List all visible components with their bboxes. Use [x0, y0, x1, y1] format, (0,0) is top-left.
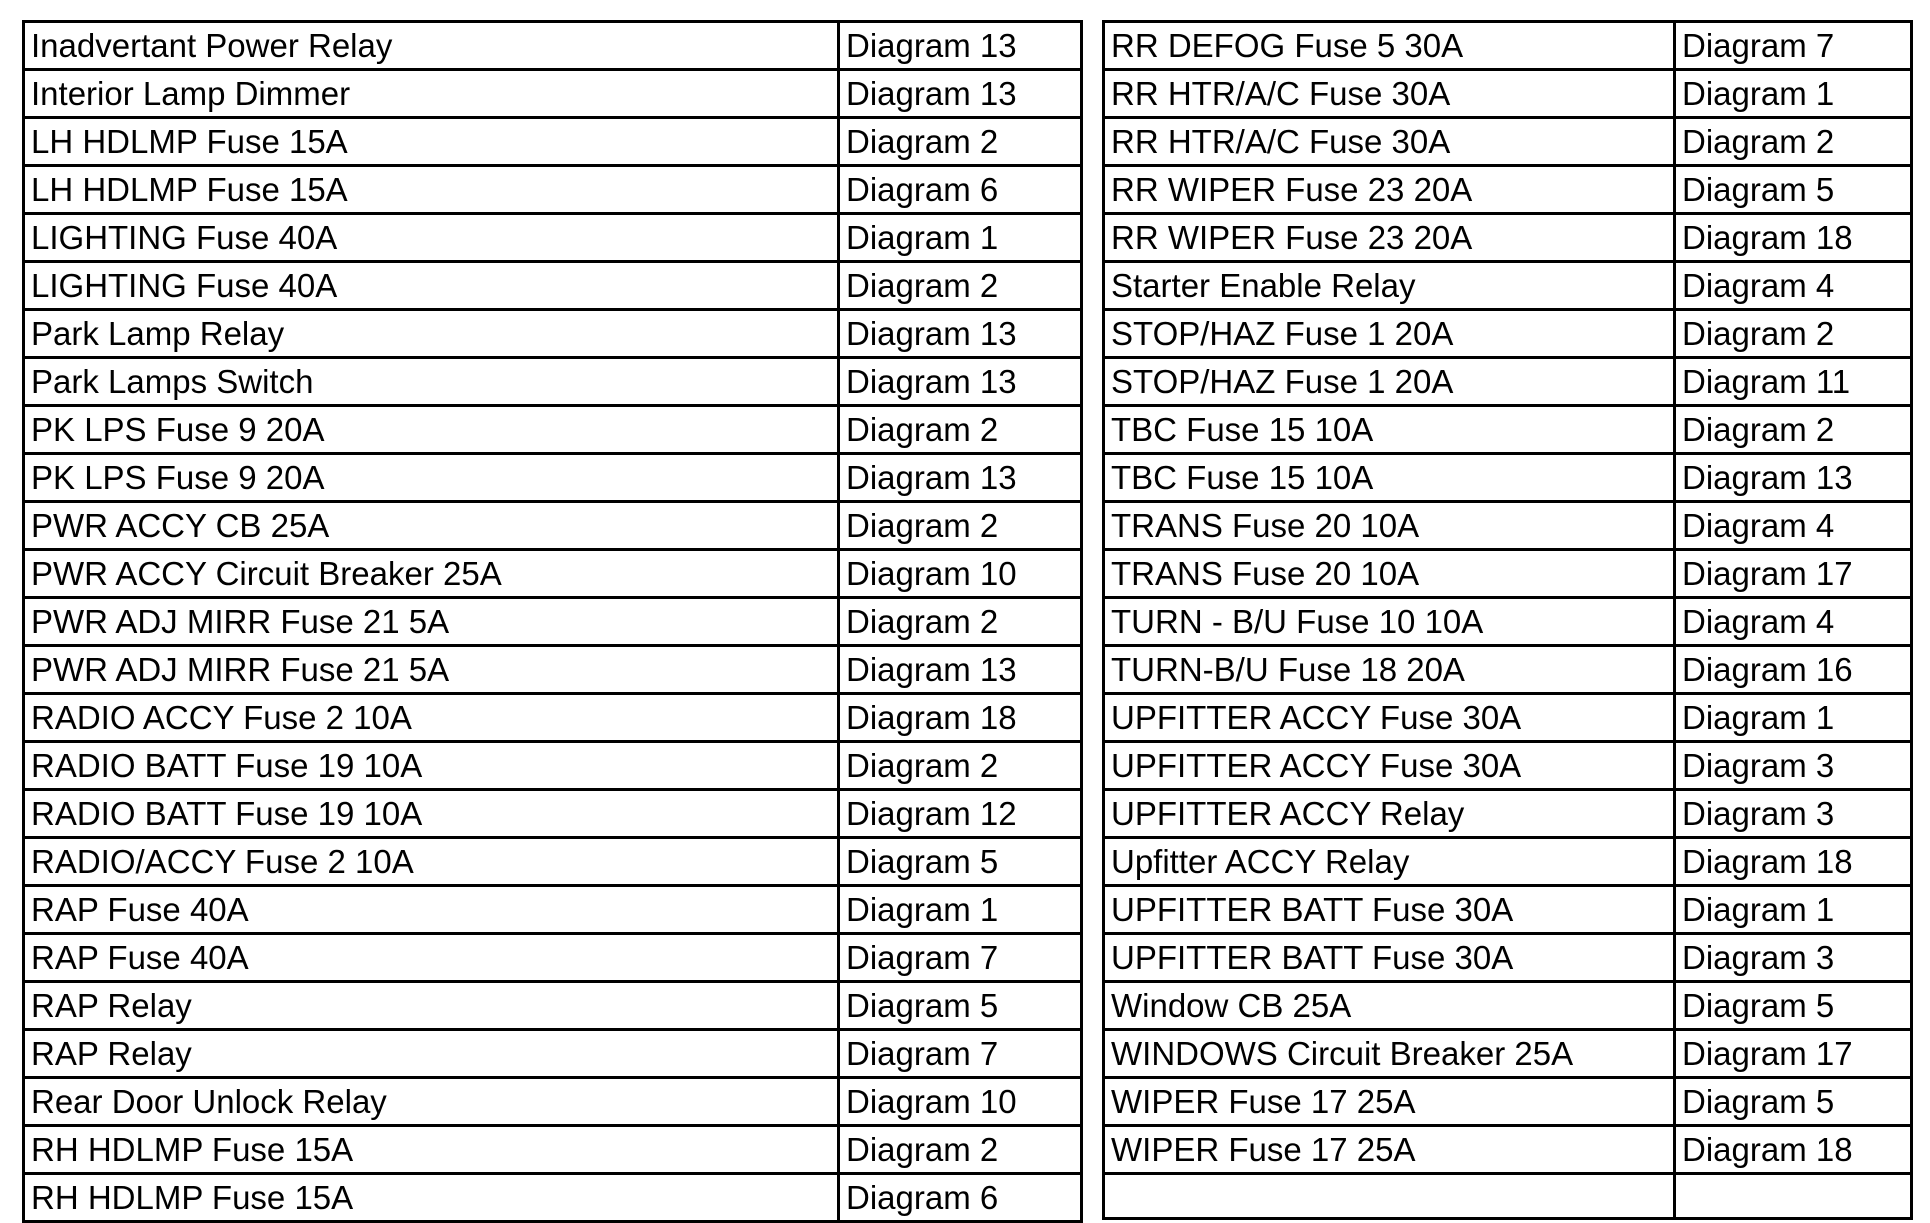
- diagram-reference-cell: Diagram 1: [1675, 694, 1912, 742]
- diagram-reference-cell: Diagram 2: [1675, 406, 1912, 454]
- table-row: [1104, 166, 1912, 214]
- table-row: [24, 1174, 1082, 1222]
- component-name-cell: RR DEFOG Fuse 5 30A: [1104, 22, 1675, 70]
- diagram-reference-cell: Diagram 5: [839, 982, 1082, 1030]
- diagram-reference-cell: Diagram 3: [1675, 790, 1912, 838]
- diagram-reference-cell: Diagram 5: [1675, 982, 1912, 1030]
- component-name-cell: UPFITTER BATT Fuse 30A: [1104, 934, 1675, 982]
- diagram-reference-cell: Diagram 13: [839, 70, 1082, 118]
- diagram-reference-cell: Diagram 5: [1675, 166, 1912, 214]
- component-name-cell: RR WIPER Fuse 23 20A: [1104, 214, 1675, 262]
- table-row: [1104, 1126, 1912, 1174]
- component-name-cell: Window CB 25A: [1104, 982, 1675, 1030]
- component-name-cell: [1104, 1174, 1675, 1219]
- component-name-cell: RAP Fuse 40A: [24, 934, 839, 982]
- table-row: [1104, 262, 1912, 310]
- diagram-reference-cell: Diagram 17: [1675, 1030, 1912, 1078]
- table-row: [24, 934, 1082, 982]
- component-name-cell: PK LPS Fuse 9 20A: [24, 454, 839, 502]
- diagram-reference-cell: Diagram 13: [839, 646, 1082, 694]
- component-name-cell: WINDOWS Circuit Breaker 25A: [1104, 1030, 1675, 1078]
- component-name-cell: RADIO BATT Fuse 19 10A: [24, 742, 839, 790]
- component-name-cell: WIPER Fuse 17 25A: [1104, 1126, 1675, 1174]
- diagram-reference-cell: Diagram 4: [1675, 502, 1912, 550]
- diagram-reference-cell: Diagram 18: [1675, 214, 1912, 262]
- table-row: [1104, 790, 1912, 838]
- component-name-cell: TBC Fuse 15 10A: [1104, 454, 1675, 502]
- component-name-cell: PK LPS Fuse 9 20A: [24, 406, 839, 454]
- diagram-reference-cell: Diagram 13: [839, 310, 1082, 358]
- table-row: [24, 214, 1082, 262]
- component-name-cell: TBC Fuse 15 10A: [1104, 406, 1675, 454]
- component-name-cell: RAP Fuse 40A: [24, 886, 839, 934]
- component-name-cell: WIPER Fuse 17 25A: [1104, 1078, 1675, 1126]
- diagram-reference-cell: Diagram 10: [839, 1078, 1082, 1126]
- table-row: [24, 358, 1082, 406]
- component-name-cell: PWR ADJ MIRR Fuse 21 5A: [24, 598, 839, 646]
- component-name-cell: RADIO BATT Fuse 19 10A: [24, 790, 839, 838]
- diagram-reference-cell: Diagram 2: [839, 598, 1082, 646]
- diagram-reference-cell: Diagram 18: [1675, 838, 1912, 886]
- table-body-left: [24, 22, 1082, 1222]
- table-row: [1104, 358, 1912, 406]
- table-row: [24, 406, 1082, 454]
- diagram-reference-cell: Diagram 2: [839, 1126, 1082, 1174]
- diagram-reference-cell: Diagram 3: [1675, 934, 1912, 982]
- diagram-reference-cell: Diagram 4: [1675, 262, 1912, 310]
- diagram-reference-cell: Diagram 17: [1675, 550, 1912, 598]
- diagram-reference-cell: Diagram 2: [839, 742, 1082, 790]
- table-row: [24, 694, 1082, 742]
- diagram-reference-cell: Diagram 2: [839, 118, 1082, 166]
- table-row: [1104, 118, 1912, 166]
- component-index-table-left: [22, 20, 1083, 1223]
- diagram-reference-cell: Diagram 7: [839, 1030, 1082, 1078]
- table-row: [24, 118, 1082, 166]
- component-name-cell: RH HDLMP Fuse 15A: [24, 1126, 839, 1174]
- diagram-reference-cell: Diagram 6: [839, 1174, 1082, 1222]
- component-name-cell: UPFITTER BATT Fuse 30A: [1104, 886, 1675, 934]
- table-row: [1104, 550, 1912, 598]
- table-row: [1104, 598, 1912, 646]
- component-name-cell: UPFITTER ACCY Fuse 30A: [1104, 742, 1675, 790]
- table-row: [1104, 22, 1912, 70]
- component-name-cell: STOP/HAZ Fuse 1 20A: [1104, 358, 1675, 406]
- table-row: [1104, 406, 1912, 454]
- table-row: [24, 886, 1082, 934]
- diagram-reference-cell: Diagram 13: [1675, 454, 1912, 502]
- table-row: [1104, 214, 1912, 262]
- diagram-reference-cell: Diagram 2: [839, 406, 1082, 454]
- table-row: [24, 262, 1082, 310]
- table-row: [24, 70, 1082, 118]
- component-name-cell: Park Lamp Relay: [24, 310, 839, 358]
- table-row: [24, 646, 1082, 694]
- diagram-reference-cell: Diagram 12: [839, 790, 1082, 838]
- diagram-reference-cell: Diagram 1: [1675, 70, 1912, 118]
- diagram-reference-cell: Diagram 7: [839, 934, 1082, 982]
- diagram-reference-cell: Diagram 2: [839, 262, 1082, 310]
- diagram-reference-cell: Diagram 1: [839, 214, 1082, 262]
- table-row: [24, 22, 1082, 70]
- component-name-cell: LH HDLMP Fuse 15A: [24, 166, 839, 214]
- component-name-cell: TRANS Fuse 20 10A: [1104, 502, 1675, 550]
- diagram-reference-cell: Diagram 2: [1675, 310, 1912, 358]
- table-row: [24, 550, 1082, 598]
- component-name-cell: LIGHTING Fuse 40A: [24, 262, 839, 310]
- diagram-reference-cell: Diagram 7: [1675, 22, 1912, 70]
- table-row: [1104, 502, 1912, 550]
- component-name-cell: Rear Door Unlock Relay: [24, 1078, 839, 1126]
- table-row: [24, 838, 1082, 886]
- table-row: [1104, 1078, 1912, 1126]
- component-name-cell: TURN - B/U Fuse 10 10A: [1104, 598, 1675, 646]
- diagram-reference-cell: Diagram 1: [839, 886, 1082, 934]
- diagram-reference-cell: Diagram 11: [1675, 358, 1912, 406]
- diagram-reference-cell: Diagram 3: [1675, 742, 1912, 790]
- diagram-reference-cell: Diagram 10: [839, 550, 1082, 598]
- table-row: [24, 742, 1082, 790]
- component-name-cell: UPFITTER ACCY Relay: [1104, 790, 1675, 838]
- component-name-cell: Inadvertant Power Relay: [24, 22, 839, 70]
- component-name-cell: LH HDLMP Fuse 15A: [24, 118, 839, 166]
- diagram-reference-cell: [1675, 1174, 1912, 1219]
- component-name-cell: Upfitter ACCY Relay: [1104, 838, 1675, 886]
- diagram-reference-cell: Diagram 18: [1675, 1126, 1912, 1174]
- diagram-reference-cell: Diagram 2: [839, 502, 1082, 550]
- component-name-cell: RAP Relay: [24, 1030, 839, 1078]
- table-row: [24, 502, 1082, 550]
- table-row: [24, 1078, 1082, 1126]
- table-row: [1104, 454, 1912, 502]
- component-name-cell: PWR ADJ MIRR Fuse 21 5A: [24, 646, 839, 694]
- diagram-reference-cell: Diagram 13: [839, 358, 1082, 406]
- component-name-cell: TRANS Fuse 20 10A: [1104, 550, 1675, 598]
- component-name-cell: STOP/HAZ Fuse 1 20A: [1104, 310, 1675, 358]
- table-row: [1104, 646, 1912, 694]
- table-row: [24, 790, 1082, 838]
- diagram-reference-cell: Diagram 6: [839, 166, 1082, 214]
- table-row: [1104, 1174, 1912, 1219]
- table-row: [1104, 934, 1912, 982]
- component-name-cell: TURN-B/U Fuse 18 20A: [1104, 646, 1675, 694]
- table-row: [24, 982, 1082, 1030]
- table-row: [1104, 982, 1912, 1030]
- table-row: [1104, 70, 1912, 118]
- diagram-reference-cell: Diagram 5: [1675, 1078, 1912, 1126]
- table-row: [24, 1030, 1082, 1078]
- diagram-reference-cell: Diagram 5: [839, 838, 1082, 886]
- table-row: [1104, 310, 1912, 358]
- component-name-cell: PWR ACCY CB 25A: [24, 502, 839, 550]
- table-row: [1104, 1030, 1912, 1078]
- diagram-reference-cell: Diagram 18: [839, 694, 1082, 742]
- component-name-cell: RH HDLMP Fuse 15A: [24, 1174, 839, 1222]
- table-row: [24, 310, 1082, 358]
- component-name-cell: LIGHTING Fuse 40A: [24, 214, 839, 262]
- component-name-cell: PWR ACCY Circuit Breaker 25A: [24, 550, 839, 598]
- table-row: [1104, 838, 1912, 886]
- component-name-cell: Interior Lamp Dimmer: [24, 70, 839, 118]
- table-row: [24, 454, 1082, 502]
- table-row: [24, 1126, 1082, 1174]
- component-index-table-right: [1102, 20, 1913, 1220]
- component-name-cell: RR HTR/A/C Fuse 30A: [1104, 70, 1675, 118]
- table-body-right: [1104, 22, 1912, 1219]
- component-name-cell: RADIO ACCY Fuse 2 10A: [24, 694, 839, 742]
- diagram-reference-cell: Diagram 1: [1675, 886, 1912, 934]
- component-name-cell: RR WIPER Fuse 23 20A: [1104, 166, 1675, 214]
- table-row: [24, 166, 1082, 214]
- component-name-cell: RAP Relay: [24, 982, 839, 1030]
- table-row: [1104, 742, 1912, 790]
- component-name-cell: Starter Enable Relay: [1104, 262, 1675, 310]
- diagram-reference-cell: Diagram 16: [1675, 646, 1912, 694]
- diagram-reference-cell: Diagram 4: [1675, 598, 1912, 646]
- table-row: [1104, 694, 1912, 742]
- diagram-reference-cell: Diagram 13: [839, 22, 1082, 70]
- diagram-reference-cell: Diagram 13: [839, 454, 1082, 502]
- component-name-cell: UPFITTER ACCY Fuse 30A: [1104, 694, 1675, 742]
- table-row: [1104, 886, 1912, 934]
- component-name-cell: Park Lamps Switch: [24, 358, 839, 406]
- diagram-reference-cell: Diagram 2: [1675, 118, 1912, 166]
- component-name-cell: RR HTR/A/C Fuse 30A: [1104, 118, 1675, 166]
- component-name-cell: RADIO/ACCY Fuse 2 10A: [24, 838, 839, 886]
- table-row: [24, 598, 1082, 646]
